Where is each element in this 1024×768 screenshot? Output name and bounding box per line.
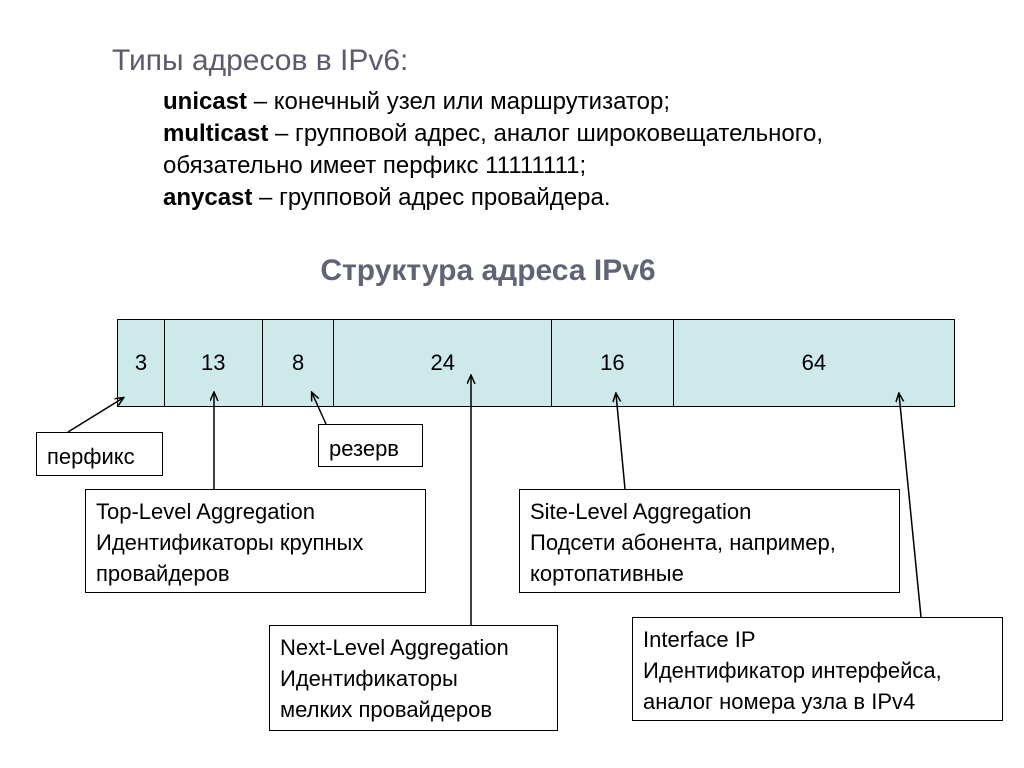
field-nla-bits: 24 (334, 320, 551, 406)
callout-interface-line-1: Идентификатор интерфейса, (643, 658, 942, 683)
callout-prefix-title: перфикс (47, 444, 135, 469)
field-reserved-bits: 8 (263, 320, 335, 406)
field-tla-bits: 13 (165, 320, 263, 406)
bullet-text-anycast: – групповой адрес провайдера. (252, 184, 611, 211)
callout-nla (269, 625, 558, 731)
callout-interface-title: Interface IP (643, 627, 756, 652)
bullet-unicast (163, 86, 823, 118)
arrow-sla (616, 394, 625, 489)
callout-reserve (318, 424, 423, 467)
bullet-multicast (163, 118, 823, 150)
callout-tla (85, 489, 426, 593)
bullet-multicast-continuation: обязательно имеет перфикс 11111111; (163, 152, 587, 179)
bullet-term-unicast: unicast (163, 88, 248, 115)
callout-interface-line-2: аналог номера узла в IPv4 (643, 689, 916, 714)
callout-sla (519, 489, 900, 593)
callout-tla-title: Top-Level Aggregation (96, 499, 315, 524)
callout-sla-line-1: Подсети абонента, например, (530, 530, 836, 555)
field-prefix-bits: 3 (118, 320, 165, 406)
arrow-prefix (68, 398, 123, 432)
slide-heading: Типы адресов в IPv6: (112, 44, 409, 77)
callout-sla-line-2: кортопативные (530, 561, 684, 586)
field-sla-bits: 16 (552, 320, 674, 406)
callout-interface (632, 617, 1003, 721)
bullet-anycast (163, 182, 823, 214)
callout-tla-line-1: Идентификаторы крупных (96, 530, 364, 555)
callout-nla-line-2: мелких провайдеров (280, 697, 493, 722)
structure-title: Структура адреса IPv6 (320, 254, 656, 287)
address-field-bar (117, 319, 955, 407)
callout-prefix (36, 432, 163, 476)
address-type-list (163, 86, 823, 214)
bullet-term-anycast: anycast (163, 184, 253, 211)
callout-sla-title: Site-Level Aggregation (530, 499, 752, 524)
callout-reserve-title: резерв (329, 436, 399, 461)
bullet-text-multicast: – групповой адрес, аналог широковещательного, (268, 120, 823, 147)
callout-tla-line-2: провайдеров (96, 561, 230, 586)
bullet-term-multicast: multicast (163, 120, 269, 147)
callout-nla-line-1: Идентификаторы (280, 666, 458, 691)
arrow-interface (899, 394, 921, 617)
bullet-text-unicast: – конечный узел или маршрутизатор; (247, 88, 670, 115)
callout-nla-title: Next-Level Aggregation (280, 635, 509, 660)
field-interface-bits: 64 (801, 350, 827, 375)
